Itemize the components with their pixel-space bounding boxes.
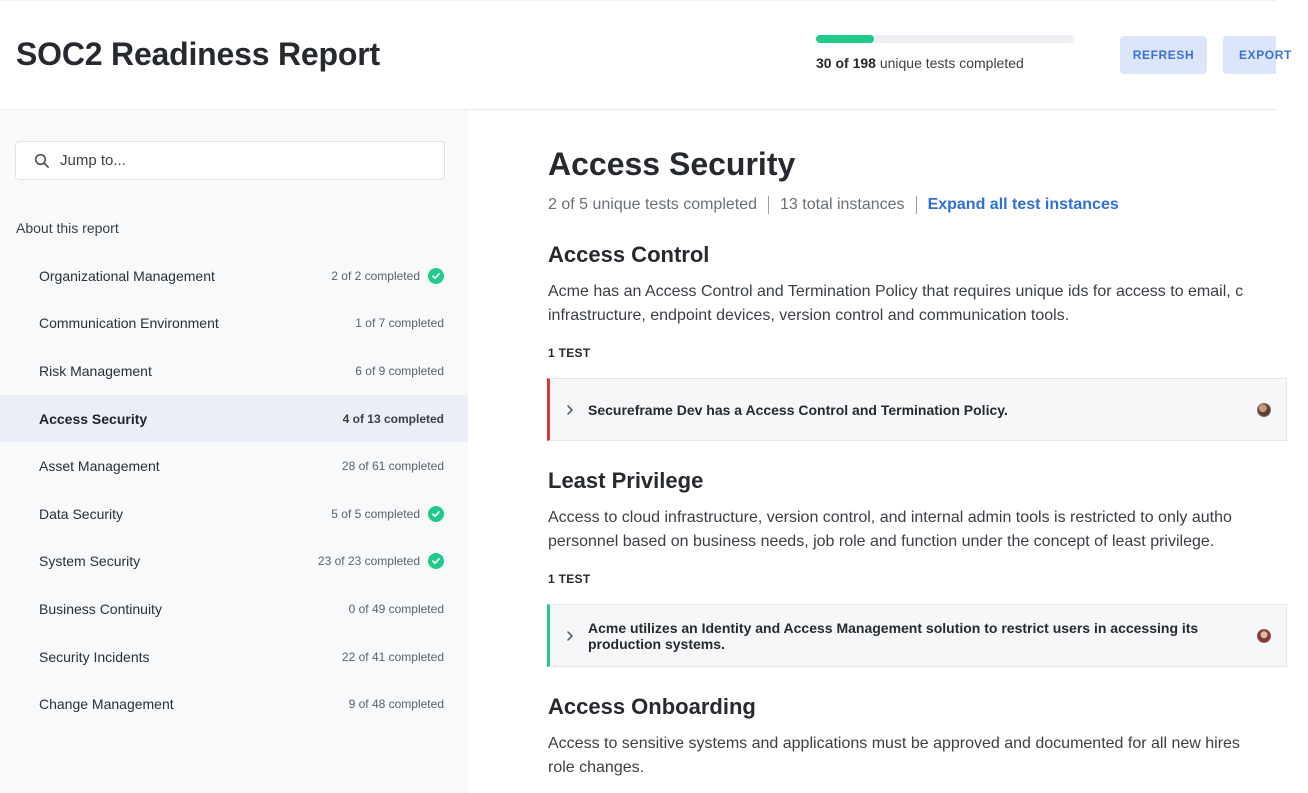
sidebar-item-label: Security Incidents	[39, 648, 150, 665]
header-divider	[0, 0, 1276, 1]
total-instances: 13 total instances	[780, 196, 905, 213]
control-description-line: Access to cloud infrastructure, version control, and internal admin tools is restricted to only autho	[548, 509, 1232, 526]
sidebar-item-data-security[interactable]	[0, 490, 468, 538]
search-icon	[34, 153, 50, 169]
search-input[interactable]	[60, 152, 420, 169]
control-description-line: infrastructure, endpoint devices, version control and communication tools.	[548, 307, 1070, 324]
sidebar-item-count	[355, 364, 444, 378]
sidebar-item-label: Data Security	[39, 505, 124, 522]
sidebar-item-count	[342, 650, 444, 664]
control-description	[548, 732, 1308, 780]
sidebar-item-count-text: 1 of 7 completed	[355, 316, 444, 331]
section-meta	[548, 196, 1119, 214]
sidebar-item-risk-management[interactable]	[0, 347, 468, 395]
sidebar-item-count-text: 2 of 2 completed	[331, 268, 420, 283]
user-avatar	[1257, 403, 1271, 417]
test-count: 1 TEST	[548, 572, 591, 586]
sidebar-item-count-text: 28 of 61 completed	[341, 459, 444, 474]
control-description-line: personnel based on business needs, job role and function under the concept of least privilege.	[548, 533, 1215, 550]
main-content	[468, 110, 1276, 793]
sidebar	[0, 110, 468, 793]
control-title: Access Control	[548, 242, 710, 267]
check-circle-icon	[428, 553, 444, 569]
sidebar-item-count	[342, 459, 444, 473]
sidebar-item-count	[355, 316, 444, 330]
sidebar-nav	[0, 252, 468, 728]
sidebar-item-label: Communication Environment	[39, 315, 219, 332]
sidebar-item-asset-management[interactable]	[0, 442, 468, 490]
sidebar-item-label: Organizational Management	[39, 267, 215, 284]
sidebar-item-count-text: 5 of 5 completed	[331, 506, 420, 521]
progress-bar	[816, 35, 1074, 43]
progress-suffix: unique tests completed	[879, 55, 1024, 71]
test-title: Acme utilizes an Identity and Access Management solution to restrict users in accessing its production systems.	[588, 619, 1199, 652]
sidebar-item-label: Business Continuity	[39, 600, 162, 617]
export-button[interactable]: EXPORT	[1223, 36, 1276, 74]
sidebar-item-system-security[interactable]	[0, 538, 468, 586]
control-title: Access Onboarding	[548, 694, 756, 719]
sidebar-item-label: Risk Management	[39, 362, 152, 379]
control-description-line: role changes.	[548, 759, 645, 776]
chevron-right-icon[interactable]	[564, 404, 576, 416]
sidebar-item-change-management[interactable]	[0, 680, 468, 728]
meta-divider	[916, 196, 917, 214]
sidebar-item-access-security[interactable]	[0, 395, 468, 443]
sidebar-item-count	[349, 697, 444, 711]
control-description	[548, 506, 1308, 554]
control-title: Least Privilege	[548, 468, 704, 493]
expand-all-link[interactable]: Expand all test instances	[927, 196, 1119, 213]
control-description-line: Access to sensitive systems and applications must be approved and documented for all new hires	[548, 735, 1240, 752]
sidebar-item-count	[318, 553, 444, 569]
sidebar-item-label: System Security	[39, 553, 141, 570]
about-report-link[interactable]: About this report	[16, 220, 119, 236]
sidebar-item-count	[349, 602, 444, 616]
check-circle-icon	[428, 506, 444, 522]
search-box[interactable]	[15, 141, 445, 180]
progress-bar-fill	[816, 35, 874, 43]
sidebar-item-count	[331, 268, 444, 284]
meta-divider	[768, 196, 769, 214]
control-description-line: Acme has an Access Control and Termination Policy that requires unique ids for access to email, c	[548, 283, 1244, 300]
sidebar-item-count	[343, 412, 444, 426]
sidebar-item-count-text: 6 of 9 completed	[355, 363, 444, 378]
sidebar-item-security-incidents[interactable]	[0, 633, 468, 681]
test-card[interactable]	[547, 604, 1287, 667]
sidebar-item-count	[331, 506, 444, 522]
page-title: SOC2 Readiness Report	[16, 36, 380, 72]
control-description	[548, 280, 1308, 328]
sidebar-item-count-text: 0 of 49 completed	[348, 601, 444, 616]
section-title: Access Security	[548, 146, 796, 182]
sidebar-item-organizational-management[interactable]	[0, 252, 468, 300]
refresh-button[interactable]: REFRESH	[1120, 36, 1207, 74]
sidebar-item-count-text: 22 of 41 completed	[341, 649, 444, 664]
sidebar-item-count-text: 9 of 48 completed	[348, 697, 444, 712]
check-circle-icon	[428, 268, 444, 284]
test-title: Secureframe Dev has a Access Control and Termination Policy.	[588, 401, 1008, 418]
sidebar-item-label: Change Management	[39, 696, 174, 713]
progress-text	[816, 55, 1024, 71]
unique-tests-completed: 2 of 5 unique tests completed	[548, 196, 758, 213]
sidebar-item-label: Access Security	[39, 410, 148, 427]
progress-completed-count: 30 of 198	[816, 55, 876, 71]
sidebar-item-business-continuity[interactable]	[0, 585, 468, 633]
sidebar-item-count-text: 23 of 23 completed	[317, 554, 420, 569]
sidebar-item-communication-environment[interactable]	[0, 300, 468, 348]
chevron-right-icon[interactable]	[564, 630, 576, 642]
sidebar-item-count-text: 4 of 13 completed	[342, 411, 444, 426]
user-avatar	[1257, 629, 1271, 643]
page-header	[0, 0, 1292, 110]
test-card[interactable]	[547, 378, 1287, 441]
test-count: 1 TEST	[548, 346, 591, 360]
sidebar-item-label: Asset Management	[39, 458, 160, 475]
